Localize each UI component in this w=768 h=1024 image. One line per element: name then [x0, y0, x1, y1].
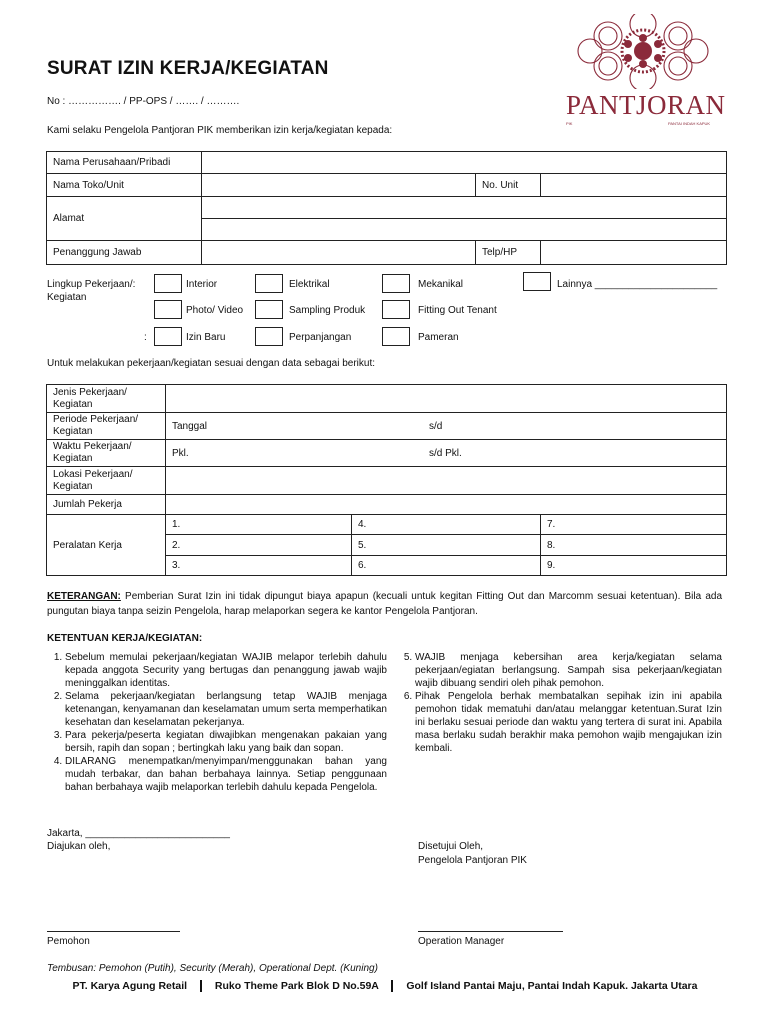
rule-item: 4. DILARANG menempatkan/menyimpan/menggunakan bahan yang mudah terbakar, dan bahan berbahaya lainnya. Setiap penggunaan bahan berbahaya wajib melaporkan terlebih dahulu kepada Pengelola.	[65, 755, 387, 794]
page-title: SURAT IZIN KERJA/KEGIATAN	[47, 58, 329, 79]
address-field-1[interactable]	[202, 197, 727, 219]
label-fitting-out: Fitting Out Tenant	[418, 305, 497, 316]
work-intro: Untuk melakukan pekerjaan/kegiatan sesuai dengan data sebagai berikut:	[47, 358, 375, 369]
equipment-2[interactable]: 2.	[166, 535, 352, 556]
equipment-1[interactable]: 1.	[166, 515, 352, 535]
waktu-field[interactable]	[166, 440, 727, 467]
checkbox-fitting-out[interactable]	[382, 300, 410, 319]
waktu-label-line2: Kegiatan	[53, 453, 93, 464]
right-role: Operation Manager	[418, 936, 505, 947]
equipment-4[interactable]: 4.	[352, 515, 541, 535]
periode-label-line2: Kegiatan	[53, 426, 93, 437]
scope-colon: :	[144, 332, 147, 343]
periode-label	[47, 413, 166, 440]
pkl-label: Pkl.	[172, 447, 189, 459]
rule-item: 5. WAJIB menjaga kebersihan area kerja/kegiatan selama pekerjaan/egiatan berlangsung. Sampah sisa pekerjaan/kegiatan wajib dibuang sendiri oleh pihak pemohon.	[415, 651, 722, 690]
checkbox-perpanjangan[interactable]	[255, 327, 283, 346]
rule-item: 3. Para pekerja/peserta kegiatan diwajibkan mengenakan pakaian yang bersih, rapih dan sopan ; bertingkah laku yang baik dan sopan.	[65, 729, 387, 755]
company-label: Nama Perusahaan/Pribadi	[47, 152, 202, 174]
footer-address1: Ruko Theme Park Blok D No.59A	[214, 980, 379, 992]
checkbox-sampling[interactable]	[255, 300, 283, 319]
equipment-8[interactable]: 8.	[541, 535, 727, 556]
intro-text: Kami selaku Pengelola Pantjoran PIK memberikan izin kerja/kegiatan kepada:	[47, 125, 393, 136]
rule-item: 6. Pihak Pengelola berhak membatalkan sepihak izin ini apabila pemohon tidak mematuhi dan/atau melanggar ketentuan.Surat Izin ini berlaku sesuai periode dan waktu yang tertera di surat ini. Apabila masa berlaku sudah berakhir maka pemohon wajib mengajukan izin kembali.	[415, 690, 722, 755]
tembusan: Tembusan: Pemohon (Putih), Security (Merah), Operational Dept. (Kuning)	[47, 963, 378, 974]
label-photo-video: Photo/ Video	[186, 305, 244, 316]
address-label: Alamat	[47, 197, 202, 241]
shop-label: Nama Toko/Unit	[47, 174, 202, 197]
checkbox-mekanikal[interactable]	[382, 274, 410, 293]
label-elektrikal: Elektrikal	[289, 279, 330, 290]
work-table	[46, 384, 727, 576]
label-izin-baru: Izin Baru	[186, 332, 226, 343]
checkbox-izin-baru[interactable]	[154, 327, 182, 346]
jenis-label-line1: Jenis Pekerjaan/	[53, 386, 127, 398]
rules-left-column	[47, 651, 387, 794]
lokasi-label	[47, 467, 166, 495]
waktu-label	[47, 440, 166, 467]
document-number: No : ……………. / PP-OPS / ……. / ……….	[47, 96, 240, 107]
jenis-label	[47, 385, 166, 413]
approved-by: Disetujui Oleh,	[418, 841, 484, 852]
jenis-label-line2: Kegiatan	[53, 398, 93, 410]
pantjoran-logo	[560, 14, 730, 126]
checkbox-interior[interactable]	[154, 274, 182, 293]
equipment-5[interactable]: 5.	[352, 535, 541, 556]
phone-label: Telp/HP	[476, 241, 541, 265]
jumlah-field[interactable]	[166, 495, 727, 515]
label-pameran: Pameran	[418, 332, 459, 343]
checkbox-pameran[interactable]	[382, 327, 410, 346]
unit-label: No. Unit	[476, 174, 541, 197]
submitted-by: Diajukan oleh,	[47, 841, 111, 852]
sd-pkl-label: s/d Pkl.	[429, 448, 462, 459]
jumlah-label: Jumlah Pekerja	[47, 495, 166, 515]
place-date[interactable]: Jakarta, __________________________	[47, 828, 230, 839]
equipment-6[interactable]: 6.	[352, 556, 541, 576]
peralatan-label: Peralatan Kerja	[47, 515, 166, 576]
logo-emblem-icon	[560, 14, 730, 89]
jenis-field[interactable]	[166, 385, 727, 413]
checkbox-photo-video[interactable]	[154, 300, 182, 319]
phone-field[interactable]	[541, 241, 727, 265]
logo-sub-right: PANTAI INDAH KAPUK	[668, 121, 711, 126]
lokasi-label-line1: Lokasi Pekerjaan/	[53, 468, 133, 480]
shop-field[interactable]	[202, 174, 476, 197]
equipment-7[interactable]: 7.	[541, 515, 727, 535]
rule-item: 2. Selama pekerjaan/kegiatan berlangsung tetap WAJIB menjaga ketenangan, kenyamanan dan keselamatan umum serta memperhatikan kesehatan dan keselamatan pekerjanya.	[65, 690, 387, 729]
equipment-9[interactable]: 9.	[541, 556, 727, 576]
rules-heading: KETENTUAN KERJA/KEGIATAN:	[47, 633, 203, 644]
unit-field[interactable]	[541, 174, 727, 197]
keterangan-label: KETERANGAN:	[47, 591, 121, 602]
footer-separator	[391, 980, 393, 992]
left-role: Pemohon	[47, 936, 90, 947]
footer	[40, 980, 730, 992]
scope-label-line1: Lingkup Pekerjaan/:	[47, 279, 136, 290]
label-sampling: Sampling Produk	[289, 305, 366, 316]
periode-field[interactable]	[166, 413, 727, 440]
equipment-3[interactable]: 3.	[166, 556, 352, 576]
footer-separator	[200, 980, 202, 992]
checkbox-lainnya[interactable]	[523, 272, 551, 291]
label-lainnya: Lainnya ______________________	[557, 279, 718, 290]
scope-label-line2: Kegiatan	[47, 292, 87, 303]
pic-label: Penanggung Jawab	[47, 241, 202, 265]
label-mekanikal: Mekanikal	[418, 279, 464, 290]
approver-org: Pengelola Pantjoran PIK	[418, 855, 527, 866]
keterangan-block	[47, 589, 722, 619]
tanggal-label: Tanggal	[172, 420, 208, 432]
lokasi-field[interactable]	[166, 467, 727, 495]
applicant-signature-line[interactable]	[47, 931, 180, 932]
rules-right-column	[397, 651, 722, 755]
applicant-table	[46, 151, 727, 265]
label-perpanjangan: Perpanjangan	[289, 332, 352, 343]
address-field-2[interactable]	[202, 219, 727, 241]
waktu-label-line1: Waktu Pekerjaan/	[53, 441, 132, 452]
footer-address2: Golf Island Pantai Maju, Pantai Indah Kapuk. Jakarta Utara	[406, 980, 698, 992]
logo-wordmark: PANTJORAN	[566, 90, 726, 120]
lokasi-label-line2: Kegiatan	[53, 480, 93, 492]
logo-sub-left: PIK	[566, 121, 573, 126]
manager-signature-line[interactable]	[418, 931, 563, 932]
label-interior: Interior	[186, 279, 218, 290]
periode-label-line1: Periode Pekerjaan/	[53, 414, 139, 425]
rule-item: 1. Sebelum memulai pekerjaan/kegiatan WAJIB melapor terlebih dahulu kepada anggota Security yang bertugas dan penanggung jawab wajib meninggalkan identitas.	[65, 651, 387, 690]
periode-sd-label: s/d	[429, 421, 443, 432]
keterangan-text: Pemberian Surat Izin ini tidak dipungut biaya apapun (kecuali untuk kegitan Fitting Out dan Marcomm sesuai ketentuan). Bila ada pungutan biaya tanpa seizin Pengelola, harap melaporkan segera ke kantor Pengelola Pantjoran.	[47, 591, 722, 617]
footer-company: PT. Karya Agung Retail	[72, 980, 188, 992]
pic-field[interactable]	[202, 241, 476, 265]
company-field[interactable]	[202, 152, 727, 174]
checkbox-elektrikal[interactable]	[255, 274, 283, 293]
